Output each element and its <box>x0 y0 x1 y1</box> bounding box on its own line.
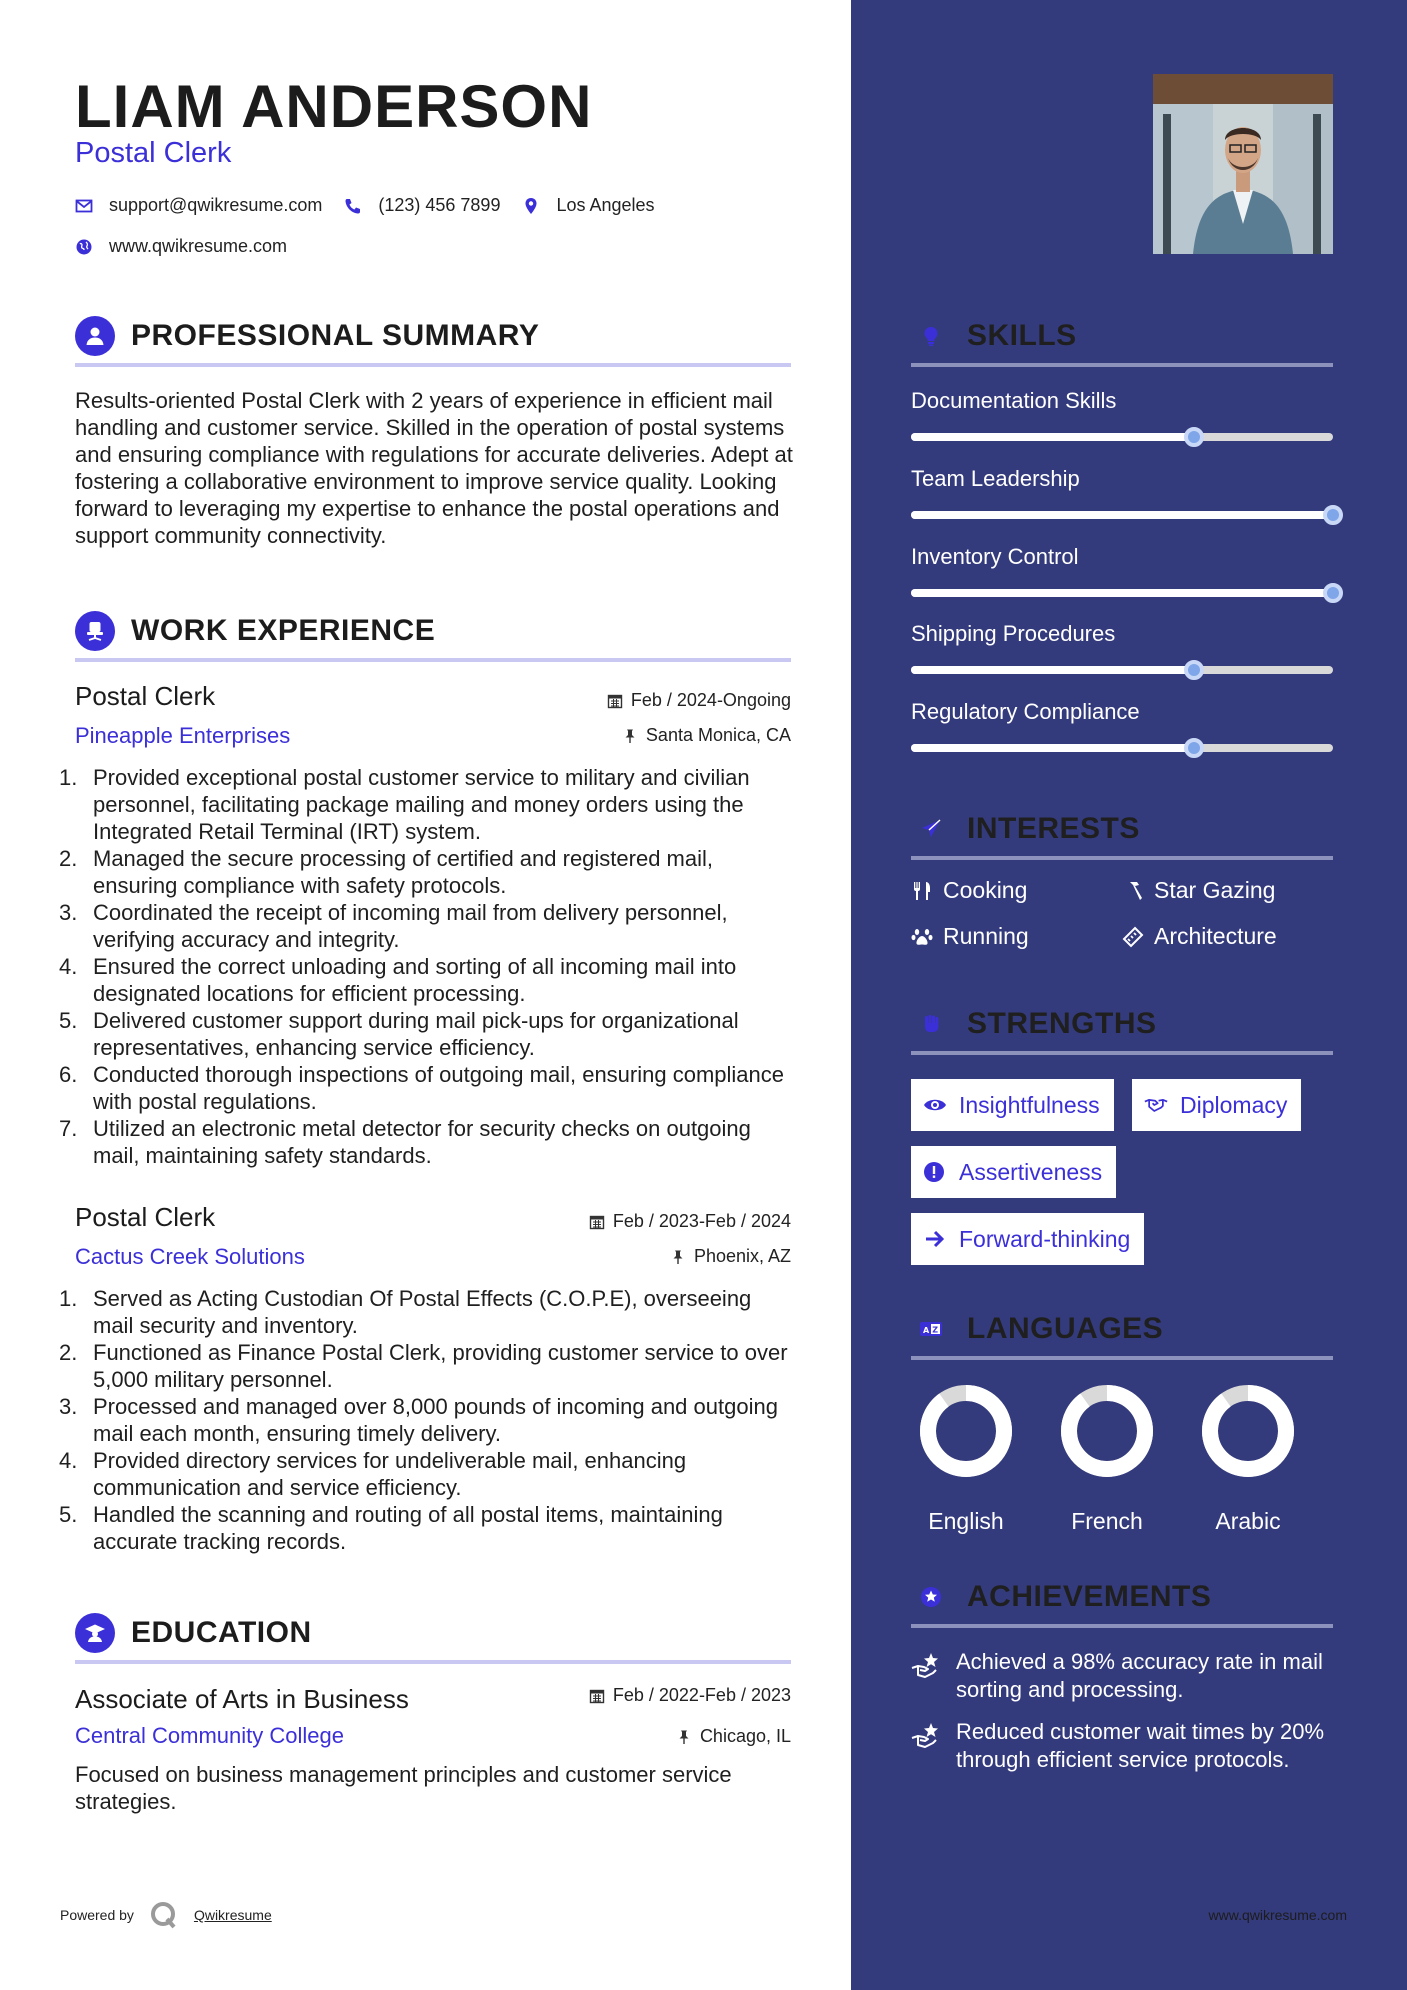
education-divider <box>75 1660 791 1664</box>
list-item: 2. Functioned as Finance Postal Clerk, providing customer service to over 5,000 military personnel. <box>59 1340 788 1392</box>
strengths-title: STRENGTHS <box>967 1007 1157 1040</box>
job-bullet-list <box>59 764 795 1169</box>
email-text: support@qwikresume.com <box>109 195 323 215</box>
job-location-text: Santa Monica, CA <box>645 725 791 745</box>
skill-bar <box>911 666 1333 674</box>
website-row <box>75 236 309 257</box>
envelope-icon <box>75 197 93 215</box>
job-location <box>460 725 791 746</box>
job-dates <box>460 690 791 711</box>
summary-title: PROFESSIONAL SUMMARY <box>131 319 540 352</box>
calendar-icon <box>607 693 623 709</box>
skill-bar-fill <box>911 433 1194 441</box>
svg-text:A: A <box>923 1326 930 1335</box>
interest-item: Running <box>911 923 1029 950</box>
interest-item: Star Gazing <box>1122 877 1275 904</box>
strengths-header <box>911 1004 1157 1044</box>
skill-bar <box>911 511 1333 519</box>
qwikresume-logo-icon <box>149 1900 179 1930</box>
list-item: 1. Served as Acting Custodian Of Postal Effects (C.O.P.E), overseeing mail security and inventory. <box>59 1286 752 1338</box>
job-location-text: Phoenix, AZ <box>693 1246 791 1266</box>
location-text: Los Angeles <box>556 195 655 215</box>
education-location <box>460 1726 791 1747</box>
paper-plane-icon <box>911 809 951 849</box>
skill-name: Inventory Control <box>911 544 1079 569</box>
language-item <box>1057 1383 1157 1535</box>
skill-name: Documentation Skills <box>911 388 1117 413</box>
job-dates-text: Feb / 2024-Ongoing <box>630 690 791 710</box>
strength-chip: Insightfulness <box>911 1079 1114 1131</box>
job-company: Pineapple Enterprises <box>75 723 291 748</box>
skill-bar-fill <box>911 511 1333 519</box>
skills-title: SKILLS <box>967 319 1077 352</box>
languages-divider <box>911 1356 1333 1360</box>
hammer-icon <box>1122 880 1144 902</box>
pushpin-icon <box>622 728 638 744</box>
skill-name: Regulatory Compliance <box>911 699 1140 724</box>
raised-fist-icon <box>911 1004 951 1044</box>
list-item: 2. Managed the secure processing of certified and registered mail, ensuring compliance with safety protocols. <box>59 846 714 898</box>
globe-icon <box>75 238 93 256</box>
strength-chip: Diplomacy <box>1132 1079 1301 1131</box>
candidate-role: Postal Clerk <box>75 137 232 169</box>
skill-level-knob <box>1323 505 1343 525</box>
strength-chip: Forward-thinking <box>911 1213 1144 1265</box>
hand-star-icon <box>911 1720 943 1750</box>
skill-name: Team Leadership <box>911 466 1080 491</box>
email-item[interactable] <box>75 195 322 216</box>
experience-title: WORK EXPERIENCE <box>131 614 436 647</box>
education-dates <box>460 1685 791 1706</box>
achievement-item: Reduced customer wait times by 20% through efficient service protocols. <box>911 1718 1341 1774</box>
job-title: Postal Clerk <box>75 681 216 711</box>
job-dates <box>460 1211 791 1232</box>
language-level-ring <box>1200 1383 1296 1479</box>
list-item: 4. Provided directory services for undeliverable mail, enhancing communication and service efficiency. <box>59 1448 687 1500</box>
job-company: Cactus Creek Solutions <box>75 1244 305 1269</box>
language-level-ring <box>1059 1383 1155 1479</box>
office-chair-icon <box>75 611 115 651</box>
summary-divider <box>75 363 791 367</box>
language-icon <box>911 1309 951 1349</box>
brand-link[interactable]: Qwikresume <box>193 1907 272 1923</box>
skill-level-knob <box>1323 583 1343 603</box>
ruler-icon <box>1122 926 1144 948</box>
paw-icon <box>911 926 933 948</box>
arrow-right-icon <box>923 1228 947 1250</box>
languages-header <box>911 1309 1163 1349</box>
list-item: 3. Coordinated the receipt of incoming mail from delivery personnel, verifying accuracy and integrity. <box>59 900 728 952</box>
location-item <box>522 195 654 216</box>
list-item: 5. Handled the scanning and routing of all postal items, maintaining accurate tracking records. <box>59 1502 723 1554</box>
interests-header <box>911 809 1140 849</box>
profile-photo <box>1153 74 1333 254</box>
list-item: 5. Delivered customer support during mail pick-ups for organizational representatives, enhancing service efficiency. <box>59 1008 739 1060</box>
skill-bar <box>911 433 1333 441</box>
utensils-icon <box>911 880 933 902</box>
phone-text: (123) 456 7899 <box>378 195 501 215</box>
skill-level-knob <box>1184 738 1204 758</box>
languages-title: LANGUAGES <box>967 1312 1164 1345</box>
language-level-ring <box>918 1383 1014 1479</box>
experience-header <box>75 611 435 651</box>
list-item: 1. Provided exceptional postal customer service to military and civilian personnel, facilitating package mailing and money orders using the Integrated Retail Terminal (IRT) system. <box>59 765 750 844</box>
phone-item[interactable] <box>344 195 500 216</box>
skill-bar <box>911 744 1333 752</box>
website-text: www.qwikresume.com <box>109 236 288 256</box>
interest-item: Cooking <box>911 877 1027 904</box>
list-item: 7. Utilized an electronic metal detector for security checks on outgoing mail, maintaining safety standards. <box>59 1116 751 1168</box>
language-item <box>916 1383 1016 1535</box>
job-title: Postal Clerk <box>75 1202 216 1232</box>
user-icon <box>75 316 115 356</box>
summary-text: Results-oriented Postal Clerk with 2 years of experience in efficient mail handling and customer service. Skilled in the operation of postal systems and ensuring compliance with regulations for accurate deliveries. Adept at fostering a collaborative environment to improve service quality. Looking forward to leveraging my expertise to enhance the postal operations and support community connectivity. <box>75 388 793 548</box>
degree-title: Associate of Arts in Business <box>75 1684 409 1714</box>
language-name: Arabic <box>1215 1508 1281 1534</box>
skill-bar <box>911 589 1333 597</box>
skill-name: Shipping Procedures <box>911 621 1116 646</box>
powered-by <box>60 1900 272 1930</box>
footer-website[interactable]: www.qwikresume.com <box>1208 1907 1347 1923</box>
interests-title: INTERESTS <box>967 812 1140 845</box>
calendar-icon <box>589 1688 605 1704</box>
achievements-divider <box>911 1624 1333 1628</box>
skill-bar-fill <box>911 744 1194 752</box>
job-dates-text: Feb / 2023-Feb / 2024 <box>612 1211 791 1231</box>
achievements-header <box>911 1577 1211 1617</box>
eye-icon <box>923 1094 947 1116</box>
powered-by-label: Powered by <box>60 1907 134 1923</box>
list-item: 3. Processed and managed over 8,000 pounds of incoming and outgoing mail each month, ensuring timely delivery. <box>59 1394 778 1446</box>
language-name: French <box>1071 1508 1143 1534</box>
job-location <box>460 1246 791 1267</box>
candidate-name: LIAM ANDERSON <box>75 73 593 140</box>
award-star-icon <box>911 1577 951 1617</box>
skills-divider <box>911 363 1333 367</box>
svg-text:Z: Z <box>932 1325 939 1335</box>
achievements-title: ACHIEVEMENTS <box>967 1580 1212 1613</box>
list-item: 4. Ensured the correct unloading and sorting of all incoming mail into designated locations for efficient processing. <box>59 954 737 1006</box>
hand-star-icon <box>911 1650 943 1680</box>
language-item <box>1198 1383 1298 1535</box>
calendar-icon <box>589 1214 605 1230</box>
strength-chip: Assertiveness <box>911 1146 1116 1198</box>
list-item: 6. Conducted thorough inspections of outgoing mail, ensuring compliance with postal regulations. <box>59 1062 784 1114</box>
website-item[interactable] <box>75 236 287 257</box>
education-title: EDUCATION <box>131 1616 312 1649</box>
exclamation-icon <box>923 1161 947 1183</box>
pushpin-icon <box>676 1729 692 1745</box>
education-dates-text: Feb / 2022-Feb / 2023 <box>612 1685 791 1705</box>
interest-item: Architecture <box>1122 923 1277 950</box>
education-description: Focused on business management principles and customer service strategies. <box>75 1762 732 1814</box>
skill-bar-fill <box>911 666 1194 674</box>
skill-level-knob <box>1184 427 1204 447</box>
language-name: English <box>928 1508 1004 1534</box>
skill-bar-fill <box>911 589 1333 597</box>
experience-divider <box>75 658 791 662</box>
summary-header <box>75 316 539 356</box>
pushpin-icon <box>670 1249 686 1265</box>
interests-divider <box>911 856 1333 860</box>
education-header <box>75 1613 312 1653</box>
contact-row <box>75 195 677 216</box>
strengths-divider <box>911 1051 1333 1055</box>
school-name: Central Community College <box>75 1723 344 1748</box>
phone-icon <box>344 197 362 215</box>
map-pin-icon <box>522 197 540 215</box>
graduate-icon <box>75 1613 115 1653</box>
achievement-item: Achieved a 98% accuracy rate in mail sorting and processing. <box>911 1648 1341 1704</box>
handshake-icon <box>1144 1094 1168 1116</box>
lightbulb-icon <box>911 316 951 356</box>
job-bullet-list <box>59 1285 795 1555</box>
skills-header <box>911 316 1077 356</box>
skill-level-knob <box>1184 660 1204 680</box>
education-location-text: Chicago, IL <box>699 1726 791 1746</box>
